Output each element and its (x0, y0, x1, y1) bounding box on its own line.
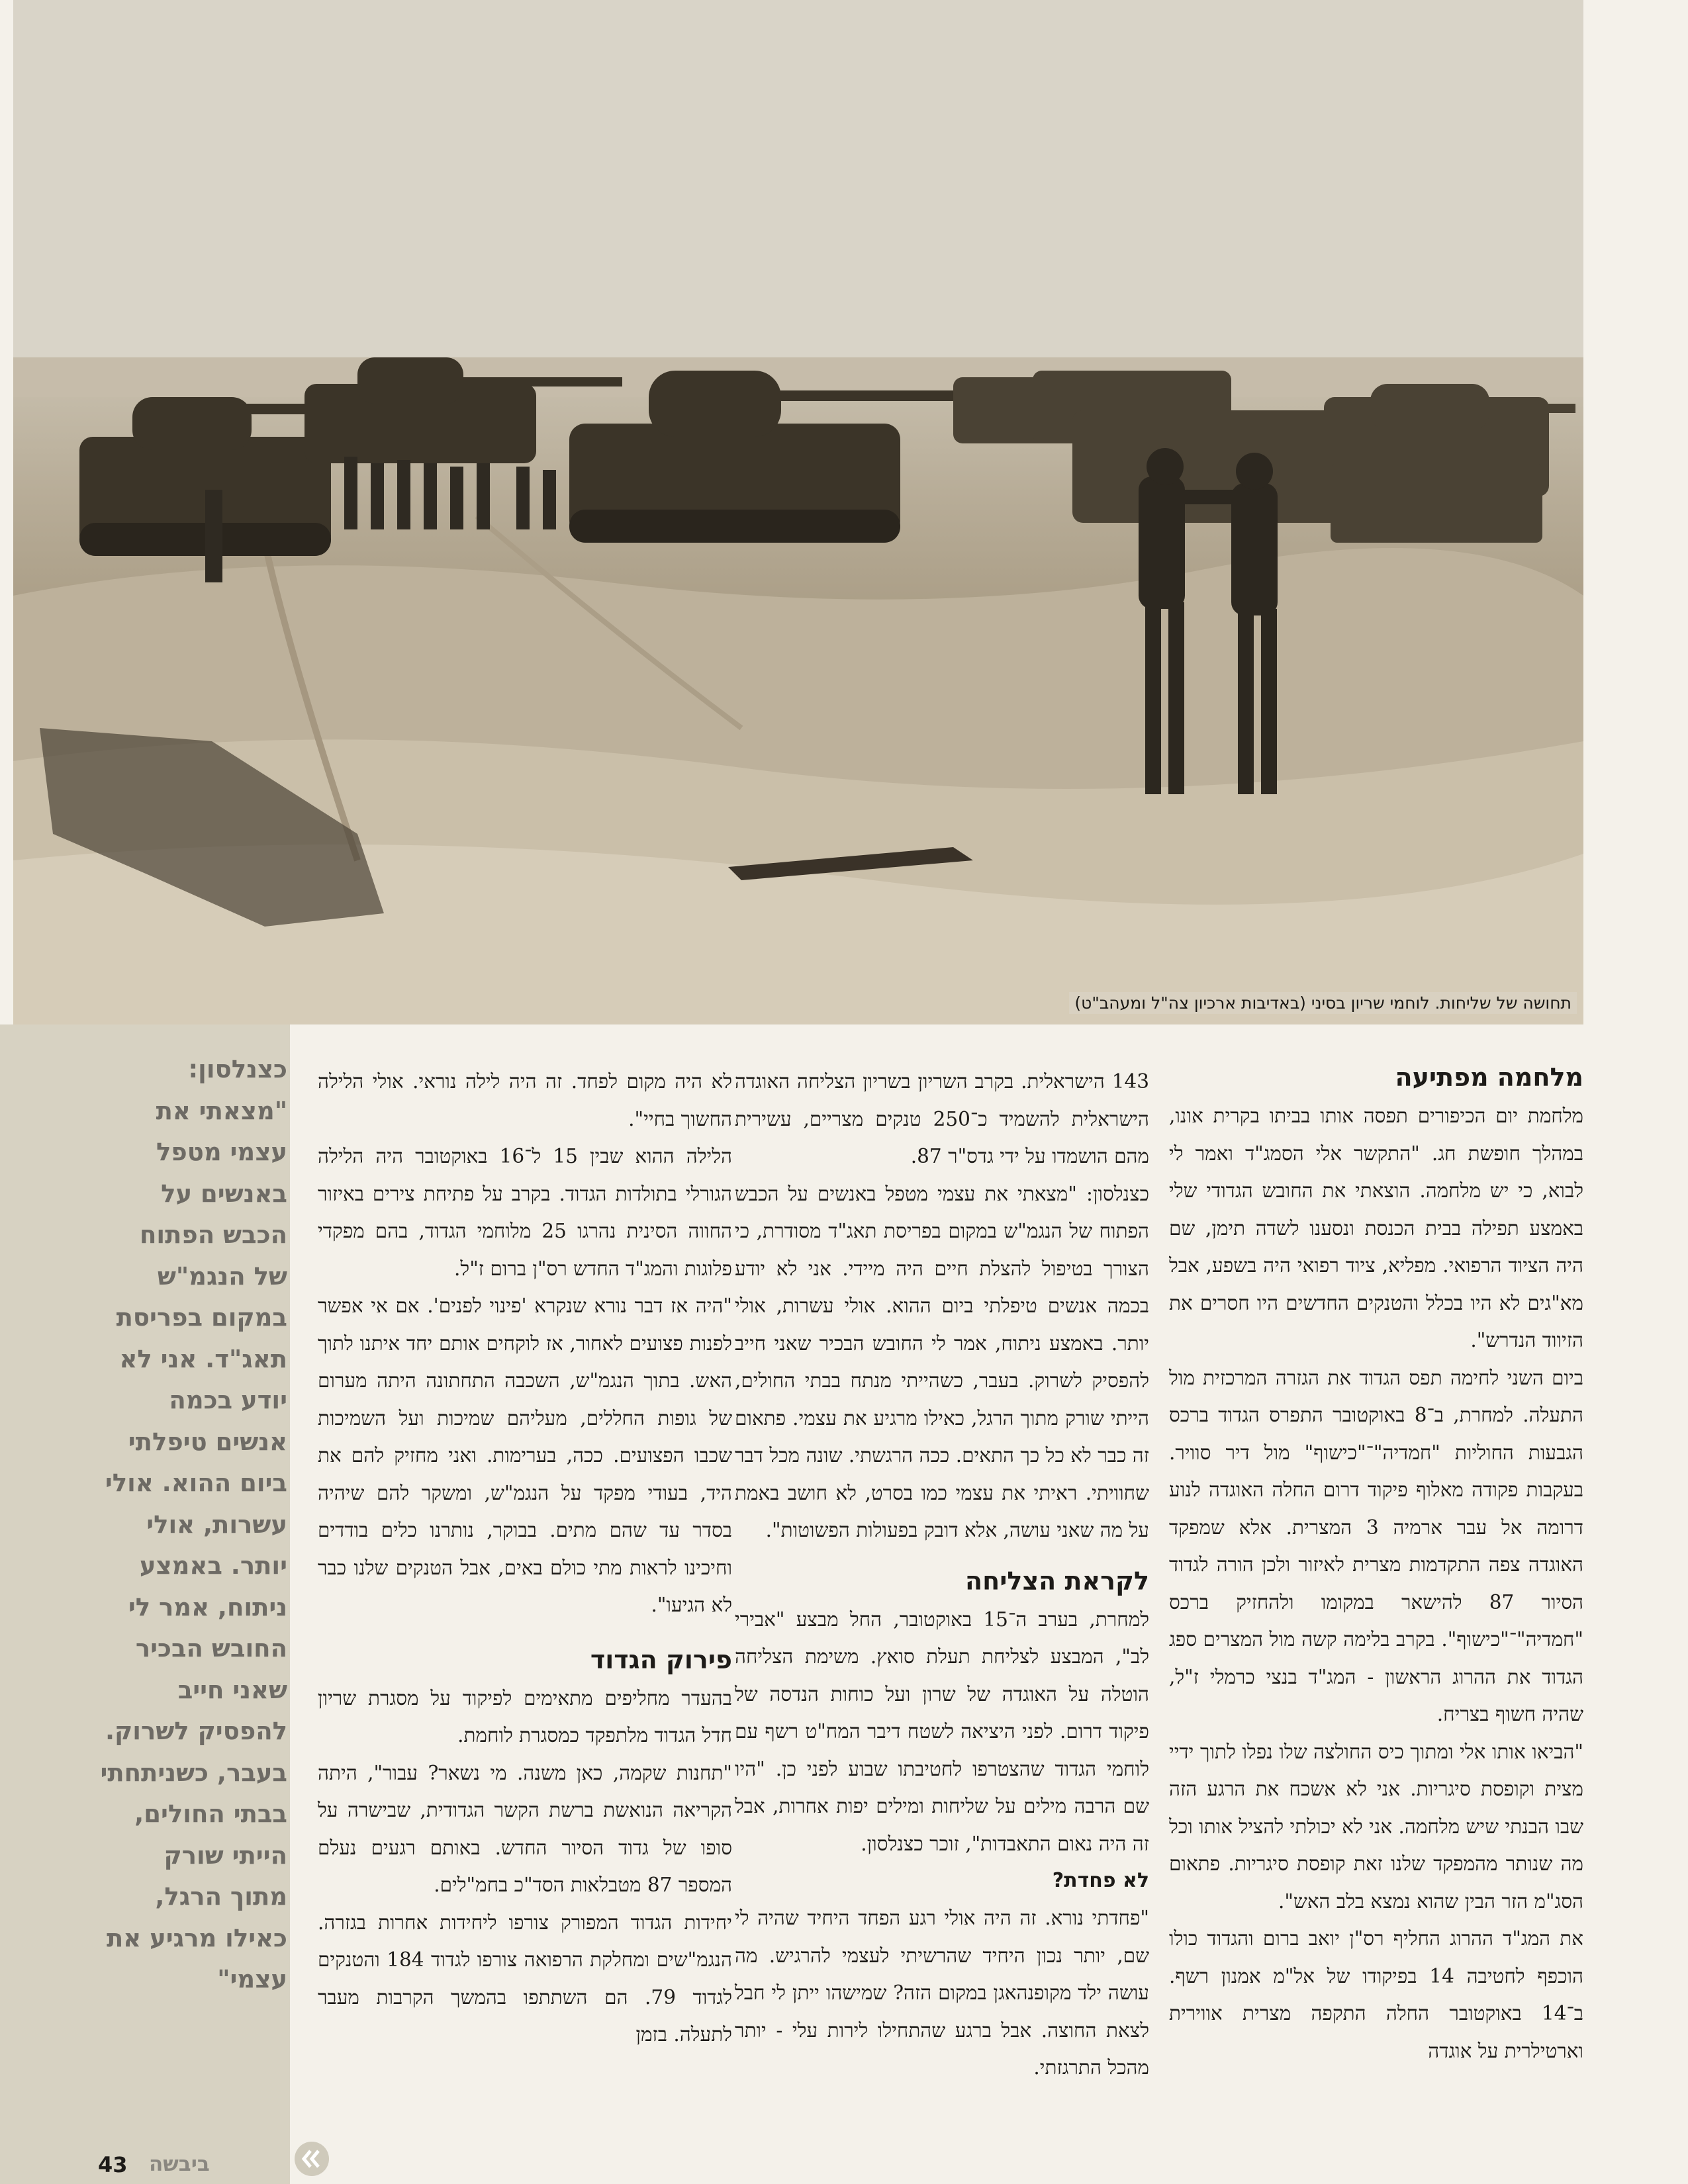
section-name: ביבשה (149, 2152, 210, 2176)
section-heading-toward-crossing: לקראת הצליחה (964, 1566, 1149, 1596)
hero-photo (13, 0, 1583, 1024)
section-heading-surprise-war: מלחמה מפתיעה (1395, 1063, 1583, 1092)
paragraph: בהעדר מחליפים מתאימים לפיקוד על מסגרת שריון חדל הגדוד מלתפקד כמסגרת לוחמת. (318, 1686, 732, 1747)
paragraph: כצנלסון: "מצאתי את עצמי מטפל באנשים על הכבש הפתוח של הנגמ"ש במקום בפריסת תאג"ד מסודרת, כי הצורך בטיפול להצלת חיים היה מיידי. אני לא יודע בכמה אנשים טיפלתי ביום ההוא. אולי עשרות, אולי יותר. באמצע ניתוח, אמר לי החובש הבכיר שאני חייב להפסיק לשרוק. בעבר, כשהייתי מנתח בבתי החולים, הייתי שורק מתוך הרגל, כאילו מרגיע את עצמי. פתאום זה כבר לא כל כך התאים. ככה הרגשתי. שונה מכל דבר שחוויתי. ראיתי את עצמי כמו בסרט, לא חושב באמת על מה שאני עושה, אלא דובק בפעולות הפשוטות". (735, 1182, 1149, 1541)
paragraph: ביום השני לחימה תפס הגדוד את הגזרה המרכזית מול התעלה. למחרת, ב־8 באוקטובר התפרס הגדוד ברכס הגבעות החוליות "חמדיה"־"כישוף" מול דיר סוויר. בעקבות פקודה מאלוף פיקוד דרום החלה האוגדה לנוע דרומה אל עבר ארמיה 3 המצרית. אלא שמפקד האוגדה צפה התקדמות מצרית לאיזור ולכן הורה לגדוד הסיור 87 להישאר במקומו ולהחזיק ברכס "חמדיה"־"כישוף". בקרב בלימה קשה מול המצרים ספג הגדוד את ההרוג הראשון - המג"ד בנצי כרמלי ז"ל, שהיה חשוף בצריח. (1169, 1366, 1584, 1725)
paragraph: למחרת, בערב ה־15 באוקטובר, החל מבצע "אבירי לב", המבצע לצליחת תעלת סואץ. משימת הצליחה הוטלה על האוגדה של שרון ועל כוחות הנדסה של פיקוד דרום. לפני היציאה לשטח דיבר המח"ט רשף עם לוחמי הגדוד שהצטרפו לחטיבתו שבוע לפני כן. "היו שם הרבה מילים על שליחות ומילים יפות אחרות, אבל זה היה נאום התאבדות", זוכר כצנלסון. (735, 1608, 1149, 1855)
photo-caption: תחושה של שליחות. לוחמי שריון בסיני (באדיבות ארכיון צה"ל ומעהב"ט) (1069, 992, 1577, 1014)
paragraph: "תחנות שקמה, כאן משנה. מי נשאר? עבור", היתה הקריאה הנואשת ברשת הקשר הגדודית, שבישרה על סופו של גדוד הסיור החדש. באותם רגעים נעלם המספר 87 מטבלאות הסד"כ בחמ"לים. (318, 1761, 732, 1896)
double-chevron-left-icon[interactable] (295, 2142, 329, 2176)
subheading-question: לא פחדת? (1052, 1869, 1149, 1892)
paragraph: יחידות הגדוד המפורק צורפו ליחידות אחרות בגזרה. הנגמ"שים ומחלקת הרפואה צורפו לגדוד 184 והטנקים לגדוד 79. הם השתתפו בהמשך הקרבות מעבר לתעלה. בזמן (318, 1911, 733, 2046)
paragraph: את המג"ד ההרוג החליף רס"ן יואב ברום והגדוד כולו הוכפף לחטיבה 14 בפיקודו של אל"מ אמנון רשף. ב־14 באוקטובר החלה התקפה מצרית אווירית וארטילרית על אוגדה (1169, 1927, 1583, 2062)
paragraph: "פחדתי נורא. זה היה אולי רגע הפחד היחיד שהיה לי שם, יותר נכון היחיד שהרשיתי לעצמי להרגיש. מה עושה ילד מקופנהאגן במקום הזה? שמישהו ייתן לי חבל לצאת החוצה. אבל ברגע שהתחילו לירות עלי - יותר מהכל התרגזתי. (735, 1907, 1149, 2079)
paragraph: מלחמת יום הכיפורים תפסה אותו בביתו בקרית אונו, במהלך חופשת חג. "התקשר אלי הסמג"ד ואמר לי לבוא, כי יש מלחמה. הוצאתי את החובש הגדודי שלי באמצע תפילה בבית הכנסת ונסענו לשדה תימן, שם היה הציוד הרפואי. מפליא, ציוד רפואי היה בשפע, אבל מא"גים לא היו בכלל והטנקים החדשים היו חסרים את הזיווד הנדרש". (1169, 1105, 1583, 1351)
article-column-1 (1169, 1058, 1583, 2070)
article-column-3 (318, 1063, 732, 2054)
paragraph: לא היה מקום לפחד. זה היה לילה נוראי. אולי הלילה החשוך בחיי". (318, 1070, 732, 1130)
paragraph: 143 הישראלית. בקרב השריון בשריון הצליחה האוגדה הישראלית להשמיד כ־250 טנקים מצריים, עשירית מהם הושמדו על ידי גדס"ר 87. (735, 1070, 1150, 1167)
article-column-2 (735, 1063, 1149, 2087)
page-number: 43 (98, 2152, 128, 2177)
paragraph: "הביאו אותו אלי ומתוך כיס החולצה שלו נפלו לתוך ידיי מצית וקופסת סיגריות. אני לא אשכח את הרגע הזה שבו הבנתי שיש מלחמה. אני לא יכולתי להציל אותו וכל מה שנותר מהמפקד שלנו זאת קופסת סיגריות. פתאום הסג"מ הזר הבין שהוא נמצא בלב האש". (1169, 1740, 1583, 1913)
desert-tanks-illustration (13, 0, 1583, 1024)
paragraph: הלילה ההוא שבין 15 ל־16 באוקטובר היה הלילה הגורלי בתולדות הגדוד. בקרב על פתיחת צירים באיזור החווה הסינית נהרגו 25 מלוחמי הגדוד, בהם מפקדי פלוגות והמג"ד החדש רס"ן ברום ז"ל. (318, 1145, 733, 1280)
pull-quote: כצנלסון: "מצאתי את עצמי מטפל באנשים על הכבש הפתוח של הנגמ"ש במקום בפריסת תאג"ד. אני לא יודע בכמה אנשים טיפלתי ביום ההוא. אולי עשרות, אולי יותר. באמצע ניתוח, אמר לי החובש הבכיר שאני חייב להפסיק לשרוק. בעבר, כשניתחתי בבתי החולים, הייתי שורק מתוך הרגל, כאילו מרגיע את עצמי" (100, 1055, 287, 1993)
paragraph: "היה אז דבר נורא שנקרא 'פינוי לפנים'. אם אי אפשר לפנות פצועים לאחור, אז לוקחים אותם יחד איתנו לתוך האש. בתוך הנגמ"ש, השכבה התחתונה היתה מערום של גופות החללים, מעליהם שמיכות ועל השמיכות שכבו הפצועים. ככה, בערימות. ואני מחזיק להם את היד, בעודי מפקד על הנגמ"ש, ומשקר להם שיהיה בסדר עד שהם מתים. בבוקר, נותרנו כלים בודדים וחיכינו לראות מתי כולם באים, אבל הטנקים שלנו כבר לא הגיעו". (318, 1295, 732, 1616)
section-heading-battalion-dismantling: פירוק הגדוד (590, 1645, 732, 1674)
